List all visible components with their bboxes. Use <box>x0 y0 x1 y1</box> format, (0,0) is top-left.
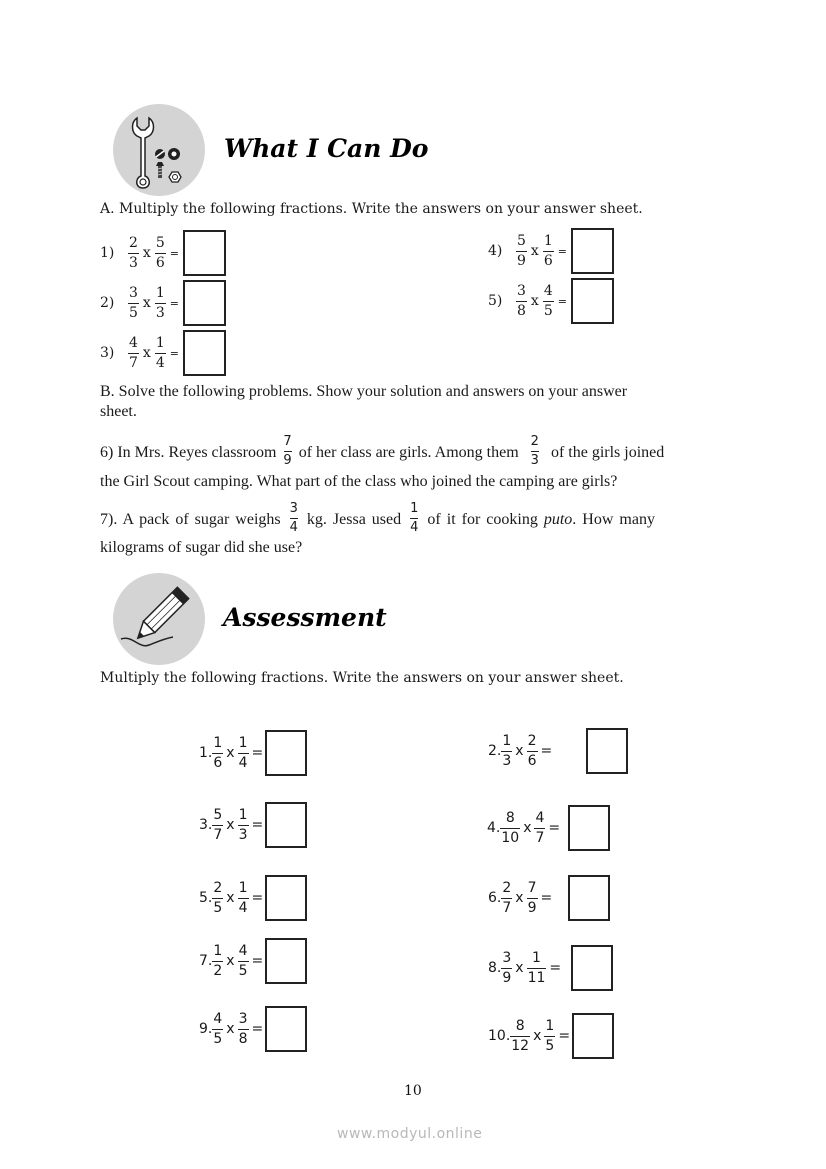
pencil-icon <box>113 573 205 665</box>
fraction-bar <box>212 898 223 899</box>
fraction-b <box>238 1011 249 1048</box>
numerator: 1 <box>238 879 248 896</box>
denominator: 11 <box>527 969 546 986</box>
answer-box[interactable] <box>568 875 610 921</box>
item-label: 10. <box>488 1028 511 1044</box>
fraction-bar <box>543 301 554 302</box>
fraction-bar <box>155 303 166 304</box>
multiply-sign: x <box>142 245 151 261</box>
fraction-bar <box>500 828 520 829</box>
equals-sign: = <box>548 820 561 836</box>
assessment-item <box>199 802 307 848</box>
wrench-nuts-bolts-icon <box>113 104 205 196</box>
fraction-a <box>212 880 223 917</box>
multiply-sign: x <box>226 1021 235 1037</box>
fraction-bar <box>534 828 545 829</box>
part-b-instruction-line2: sheet. <box>100 403 137 420</box>
answer-box[interactable] <box>265 875 307 921</box>
denominator: 6 <box>155 254 165 271</box>
numerator: 2 <box>502 879 512 896</box>
denominator: 8 <box>238 1030 248 1047</box>
page-number: 10 <box>404 1083 422 1099</box>
equals-sign: = <box>251 890 264 906</box>
equals-sign: = <box>251 1021 264 1037</box>
fraction-b <box>238 807 249 844</box>
multiply-sign: x <box>530 243 539 259</box>
answer-box[interactable] <box>586 728 628 774</box>
item-label: 4) <box>488 243 503 259</box>
numerator: 8 <box>515 1017 525 1034</box>
fraction-a <box>212 943 223 980</box>
multiply-sign: x <box>226 953 235 969</box>
fraction-b <box>238 880 249 917</box>
fraction-b <box>238 943 249 980</box>
numerator: 4 <box>543 282 553 299</box>
part-b-instruction-line1: B. Solve the following problems. Show your solution and answers on your answer <box>100 383 628 400</box>
answer-box[interactable] <box>265 730 307 776</box>
fraction-bar <box>212 1029 223 1030</box>
fraction-bar <box>501 898 512 899</box>
what-i-can-do-title: What I Can Do <box>224 134 429 163</box>
fraction-bar <box>238 1029 249 1030</box>
item-label: 3. <box>199 817 213 833</box>
numerator: 1 <box>502 732 512 749</box>
denominator: 8 <box>517 302 526 319</box>
fraction-bar <box>238 961 249 962</box>
numerator: 2 <box>213 879 223 896</box>
numerator: 2 <box>527 732 537 749</box>
fraction-a <box>500 810 520 847</box>
equals-sign: = <box>251 745 264 761</box>
numerator: 1 <box>410 501 419 516</box>
problem-7-text-b: kg. Jessa used <box>306 511 402 529</box>
numerator: 1 <box>238 806 248 823</box>
fraction-b <box>527 950 547 987</box>
multiply-sign: x <box>533 1028 542 1044</box>
denominator: 12 <box>511 1037 530 1054</box>
multiply-sign: x <box>226 817 235 833</box>
denominator: 5 <box>213 899 223 916</box>
problem-7-italic-word: puto <box>543 511 573 529</box>
answer-box[interactable] <box>571 278 614 324</box>
fraction-b <box>527 733 538 770</box>
denominator: 9 <box>283 453 292 468</box>
multiply-sign: x <box>142 345 151 361</box>
denominator: 6 <box>543 252 553 269</box>
denominator: 4 <box>289 520 298 535</box>
fraction-bar <box>290 518 298 519</box>
fraction-1-4 <box>410 501 418 536</box>
numerator: 8 <box>505 809 515 826</box>
watermark: www.modyul.online <box>337 1126 483 1142</box>
numerator: 1 <box>155 334 165 351</box>
numerator: 5 <box>155 234 165 251</box>
denominator: 5 <box>213 1030 223 1047</box>
problem-6-text-a: 6) In Mrs. Reyes classroom <box>100 444 277 462</box>
problem-7-line1 <box>100 503 655 538</box>
fraction-a <box>212 807 223 844</box>
equals-sign: = <box>251 817 264 833</box>
denominator: 10 <box>501 829 520 846</box>
numerator: 2 <box>129 234 138 251</box>
fraction-bar <box>155 353 166 354</box>
numerator: 3 <box>129 284 138 301</box>
assessment-item <box>488 875 610 921</box>
fraction-bar <box>128 303 139 304</box>
part-a-item <box>488 228 614 274</box>
denominator: 5 <box>129 304 138 321</box>
item-label: 6. <box>488 890 502 906</box>
denominator: 5 <box>545 1037 555 1054</box>
equals-sign: = <box>251 953 264 969</box>
fraction-a <box>501 880 512 917</box>
numerator: 3 <box>289 501 298 516</box>
assessment-item <box>199 875 307 921</box>
fraction-a <box>510 1018 530 1055</box>
numerator: 1 <box>213 942 223 959</box>
equals-sign: = <box>169 296 179 310</box>
fraction-bar <box>527 751 538 752</box>
answer-box[interactable] <box>183 330 226 376</box>
item-label: 2. <box>488 743 502 759</box>
item-label: 5) <box>488 293 503 309</box>
multiply-sign: x <box>530 293 539 309</box>
equals-sign: = <box>558 1028 571 1044</box>
denominator: 7 <box>213 826 223 843</box>
answer-box[interactable] <box>568 805 610 851</box>
answer-box[interactable] <box>571 945 613 991</box>
fraction-bar <box>501 968 512 969</box>
multiply-sign: x <box>226 745 235 761</box>
denominator: 9 <box>527 899 537 916</box>
fraction-a <box>212 735 223 772</box>
fraction-bar <box>531 451 539 452</box>
assessment-icon-badge <box>113 573 205 665</box>
fraction-bar <box>516 301 527 302</box>
denominator: 6 <box>213 754 223 771</box>
what-i-can-do-icon-badge <box>113 104 205 196</box>
assessment-item <box>488 1013 614 1059</box>
fraction-bar <box>212 753 223 754</box>
numerator: 5 <box>517 232 526 249</box>
equals-sign: = <box>169 246 179 260</box>
assessment-item <box>199 730 307 776</box>
part-a-item <box>100 280 226 326</box>
part-a-item <box>100 330 226 376</box>
fraction-bar <box>155 253 166 254</box>
numerator: 4 <box>238 942 248 959</box>
assessment-item <box>199 938 307 984</box>
numerator: 4 <box>129 334 138 351</box>
answer-box[interactable] <box>183 280 226 326</box>
item-label: 7. <box>199 953 213 969</box>
answer-box[interactable] <box>183 230 226 276</box>
numerator: 7 <box>283 434 292 449</box>
multiply-sign: x <box>515 890 524 906</box>
numerator: 2 <box>530 434 539 449</box>
fraction-bar <box>544 1036 555 1037</box>
numerator: 3 <box>238 1010 248 1027</box>
equals-sign: = <box>169 346 179 360</box>
fraction-b <box>543 283 554 320</box>
problem-7-text-d: . How many <box>572 511 655 529</box>
fraction-b <box>238 735 249 772</box>
denominator: 4 <box>238 899 248 916</box>
numerator: 7 <box>527 879 537 896</box>
fraction-a <box>128 235 139 272</box>
fraction-bar <box>238 825 249 826</box>
fraction-a <box>516 233 527 270</box>
denominator: 7 <box>535 829 545 846</box>
equals-sign: = <box>540 743 553 759</box>
denominator: 5 <box>543 302 553 319</box>
denominator: 4 <box>410 520 419 535</box>
numerator: 3 <box>502 949 512 966</box>
multiply-sign: x <box>515 960 524 976</box>
fraction-b <box>544 1018 555 1055</box>
multiply-sign: x <box>142 295 151 311</box>
fraction-bar <box>284 451 292 452</box>
fraction-b <box>155 335 166 372</box>
part-a-item <box>100 230 226 276</box>
denominator: 4 <box>238 754 248 771</box>
problem-6-line2: the Girl Scout camping. What part of the class who joined the camping are girls? <box>100 473 618 490</box>
part-a-item <box>488 278 614 324</box>
denominator: 9 <box>517 252 526 269</box>
fraction-a <box>128 285 139 322</box>
item-label: 8. <box>488 960 502 976</box>
denominator: 7 <box>502 899 512 916</box>
fraction-a <box>128 335 139 372</box>
fraction-b <box>155 235 166 272</box>
problem-7-line2: kilograms of sugar did she use? <box>100 539 303 556</box>
denominator: 4 <box>155 354 165 371</box>
equals-sign: = <box>540 890 553 906</box>
problem-6-line1 <box>100 436 664 471</box>
numerator: 3 <box>517 282 526 299</box>
part-a-instruction: A. Multiply the following fractions. Write the answers on your answer sheet. <box>100 201 643 217</box>
denominator: 3 <box>129 254 138 271</box>
denominator: 9 <box>502 969 512 986</box>
fraction-bar <box>238 898 249 899</box>
item-label: 2) <box>100 295 115 311</box>
denominator: 2 <box>213 962 223 979</box>
problem-6-text-b: of her class are girls. Among them <box>298 444 519 462</box>
numerator: 1 <box>532 949 541 966</box>
numerator: 1 <box>238 734 248 751</box>
item-label: 4. <box>487 820 501 836</box>
fraction-bar <box>410 518 418 519</box>
answer-box[interactable] <box>571 228 614 274</box>
answer-box[interactable] <box>265 938 307 984</box>
multiply-sign: x <box>226 890 235 906</box>
fraction-a <box>516 283 527 320</box>
item-label: 5. <box>199 890 213 906</box>
numerator: 1 <box>545 1017 555 1034</box>
fraction-2-3 <box>531 434 539 469</box>
fraction-b <box>543 233 554 270</box>
problem-6-text-c: of the girls joined <box>550 444 665 462</box>
fraction-b <box>527 880 538 917</box>
fraction-bar <box>543 251 554 252</box>
fraction-bar <box>527 898 538 899</box>
assessment-instruction: Multiply the following fractions. Write the answers on your answer sheet. <box>100 670 624 686</box>
answer-box[interactable] <box>265 1006 307 1052</box>
assessment-item <box>487 805 610 851</box>
multiply-sign: x <box>523 820 532 836</box>
denominator: 3 <box>502 752 512 769</box>
assessment-item <box>199 1006 307 1052</box>
fraction-a <box>212 1011 223 1048</box>
item-label: 1) <box>100 245 115 261</box>
assessment-title: Assessment <box>223 603 387 632</box>
numerator: 1 <box>155 284 165 301</box>
problem-7-text-a: 7). A pack of sugar weighs <box>100 511 281 529</box>
equals-sign: = <box>549 960 562 976</box>
fraction-7-9 <box>283 434 291 469</box>
item-label: 1. <box>199 745 213 761</box>
fraction-bar <box>128 353 139 354</box>
item-label: 9. <box>199 1021 213 1037</box>
numerator: 1 <box>543 232 553 249</box>
assessment-item <box>488 945 613 991</box>
equals-sign: = <box>557 244 567 258</box>
fraction-b <box>534 810 545 847</box>
numerator: 4 <box>213 1010 223 1027</box>
denominator: 3 <box>238 826 248 843</box>
fraction-bar <box>501 751 512 752</box>
denominator: 6 <box>527 752 537 769</box>
denominator: 3 <box>530 453 539 468</box>
fraction-a <box>501 950 512 987</box>
denominator: 7 <box>129 354 138 371</box>
fraction-bar <box>212 825 223 826</box>
assessment-item <box>488 728 628 774</box>
fraction-bar <box>238 753 249 754</box>
numerator: 5 <box>213 806 223 823</box>
fraction-3-4 <box>290 501 298 536</box>
numerator: 4 <box>535 809 545 826</box>
numerator: 1 <box>213 734 223 751</box>
answer-box[interactable] <box>572 1013 614 1059</box>
fraction-bar <box>516 251 527 252</box>
fraction-bar <box>128 253 139 254</box>
equals-sign: = <box>557 294 567 308</box>
problem-7-text-c: of it for cooking <box>427 511 538 529</box>
denominator: 3 <box>155 304 165 321</box>
fraction-a <box>501 733 512 770</box>
fraction-bar <box>527 968 547 969</box>
fraction-b <box>155 285 166 322</box>
answer-box[interactable] <box>265 802 307 848</box>
item-label: 3) <box>100 345 115 361</box>
denominator: 5 <box>238 962 248 979</box>
multiply-sign: x <box>515 743 524 759</box>
fraction-bar <box>212 961 223 962</box>
fraction-bar <box>510 1036 530 1037</box>
